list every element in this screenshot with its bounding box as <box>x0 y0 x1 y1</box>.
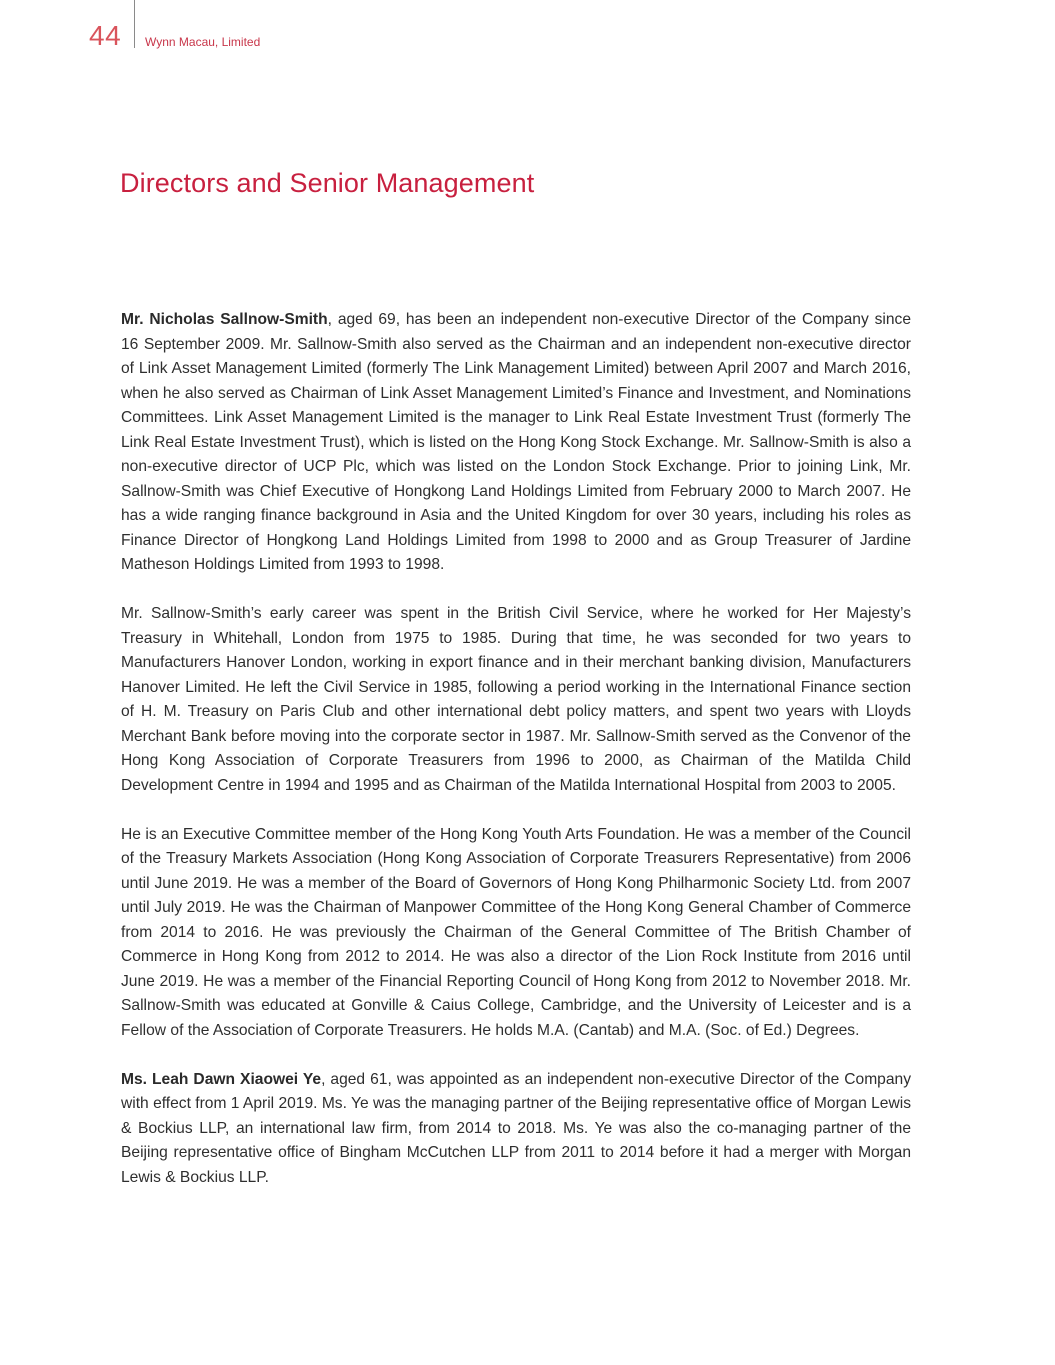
header-divider <box>134 0 135 48</box>
bio-paragraph-ye-intro <box>121 1068 911 1191</box>
director-name: Mr. Nicholas Sallnow-Smith <box>121 311 328 328</box>
bio-paragraph-sallnow-smith-intro <box>121 308 911 578</box>
paragraph-text: , aged 61, was appointed as an independent non-executive Director of the Company with effect from 1 April 2019. Ms. Ye was the managing partner of the Beijing representative office of Morgan Lewis & Bockius LLP, an international law firm, from 2014 to 2018. Ms. Ye was also the co-managing partner of the Beijing representative office of Bingham McCutchen LLP from 2011 to 2014 before it had a merger with Morgan Lewis & Bockius LLP. <box>121 1070 911 1186</box>
company-name: Wynn Macau, Limited <box>145 35 261 49</box>
page-header <box>0 0 1055 60</box>
bio-paragraph-sallnow-smith-memberships: He is an Executive Committee member of the Hong Kong Youth Arts Foundation. He was a member of the Council of the Treasury Markets Association (Hong Kong Association of Corporate Treasurers Representative) from 2006 until June 2019. He was a member of the Board of Governors of Hong Kong Philharmonic Society Ltd. from 2007 until July 2019. He was the Chairman of Manpower Committee of the Hong Kong General Chamber of Commerce from 2014 to 2016. He was previously the Chairman of the General Committee of The British Chamber of Commerce in Hong Kong from 2012 to 2014. He was also a director of the Lion Rock Institute from 2016 until June 2019. He was a member of the Financial Reporting Council of Hong Kong from 2012 to November 2018. Mr. Sallnow-Smith was educated at Gonville & Caius College, Cambridge, and the University of Leicester and is a Fellow of the Association of Corporate Treasurers. He holds M.A. (Cantab) and M.A. (Soc. of Ed.) Degrees. <box>121 825 911 1039</box>
director-name: Ms. Leah Dawn Xiaowei Ye <box>121 1070 322 1088</box>
page-number: 44 <box>89 20 122 51</box>
page-title: Directors and Senior Management <box>120 168 535 198</box>
paragraph-text: , aged 69, has been an independent non-executive Director of the Company since 16 September 2009. Mr. Sallnow-Smith also served as the Chairman and an independent non-executive director of Link Asset Management Limited (formerly The Link Management Limited) between April 2007 and March 2016, when he also served as Chairman of Link Asset Management Limited’s Finance and Investment, and Nominations Committees. Link Asset Management Limited is the manager to Link Real Estate Investment Trust (formerly The Link Real Estate Investment Trust), which is listed on the Hong Kong Stock Exchange. Mr. Sallnow-Smith is also a non-executive director of UCP Plc, which was listed on the London Stock Exchange. Prior to joining Link, Mr. Sallnow-Smith was Chief Executive of Hongkong Land Holdings Limited from February 2000 to March 2007. He has a wide ranging finance background in Asia and the United Kingdom for over 30 years, including his roles as Finance Director of Hongkong Land Holdings Limited from 1998 to 2000 and as Group Treasurer of Jardine Matheson Holdings Limited from 1993 to 1998. <box>121 311 911 573</box>
bio-paragraph-sallnow-smith-early-career: Mr. Sallnow-Smith’s early career was spent in the British Civil Service, where he worked for Her Majesty’s Treasury in Whitehall, London from 1975 to 1985. During that time, he was seconded for two years to Manufacturers Hanover London, working in export finance and in their merchant banking division, Manufacturers Hanover Limited. He left the Civil Service in 1985, following a period working in the International Finance section of H. M. Treasury on Paris Club and other international debt policy matters, and spent two years with Lloyds Merchant Bank before moving into the corporate sector in 1987. Mr. Sallnow-Smith served as the Convenor of the Hong Kong Association of Corporate Treasurers from 1996 to 2000, as Chairman of the Matilda Child Development Centre in 1994 and 1995 and as Chairman of the Matilda International Hospital from 2003 to 2005. <box>121 605 911 794</box>
biography-content <box>121 308 911 1215</box>
